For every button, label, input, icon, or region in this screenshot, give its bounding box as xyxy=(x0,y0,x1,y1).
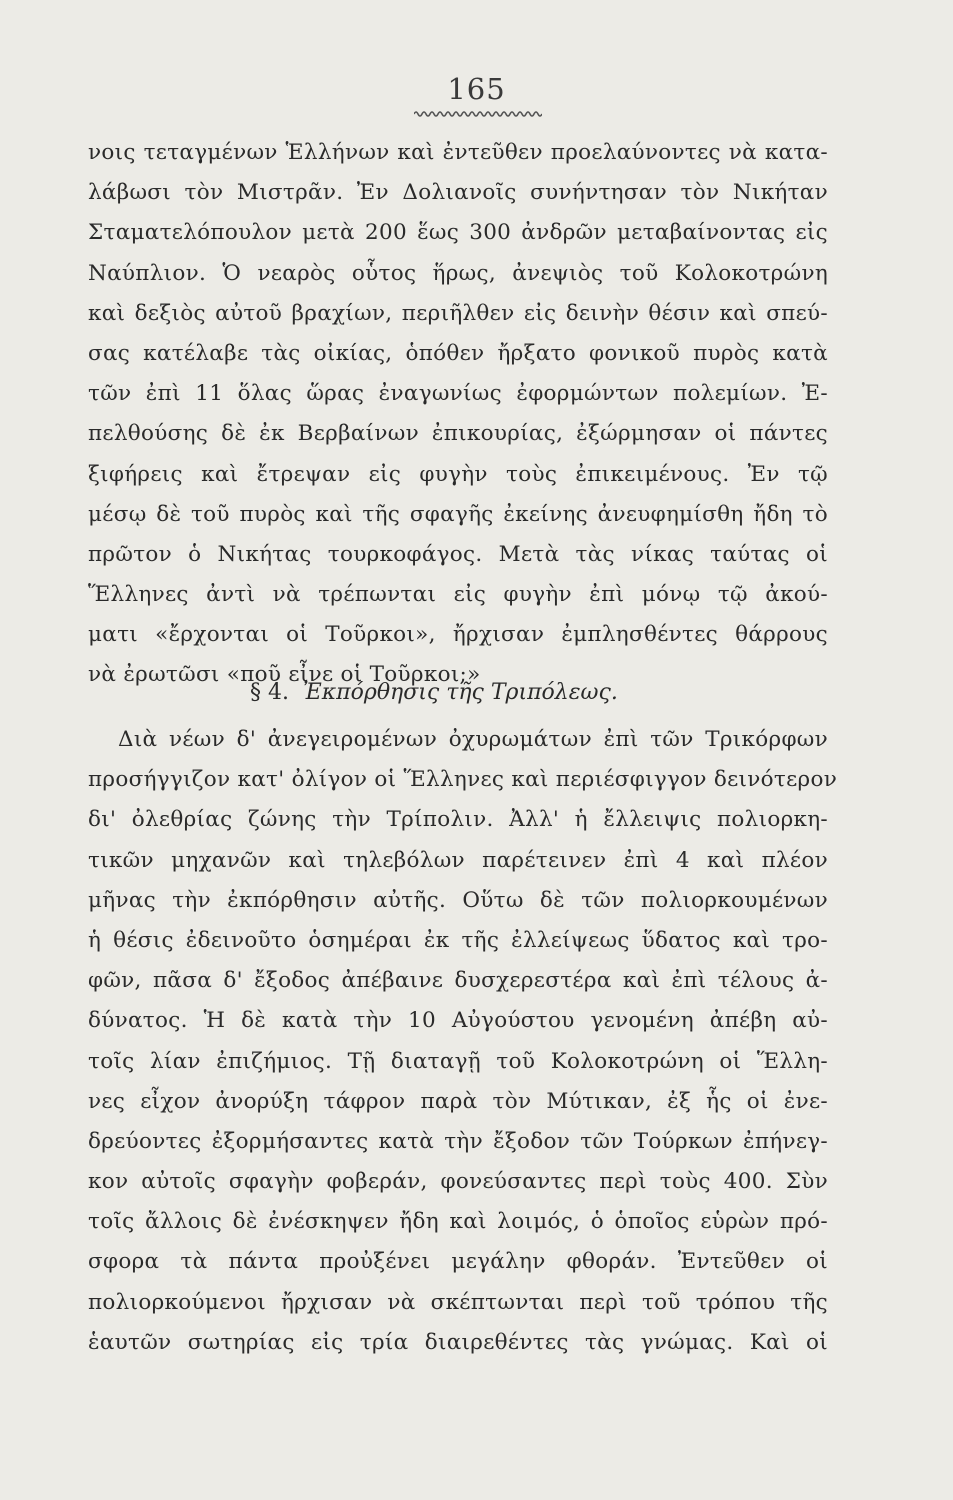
text-line: πελθούσης δὲ ἐκ Βερβαίνων ἐπικουρίας, ἐξώρμησαν οἱ πάντες xyxy=(88,421,828,447)
text-line: καὶ δεξιὸς αὐτοῦ βραχίων, περιῆλθεν εἰς δεινὴν θέσιν καὶ σπεύ- xyxy=(88,300,828,326)
section-heading xyxy=(250,680,618,705)
text-line: νοις τεταγμένων Ἑλλήνων καὶ ἐντεῦθεν προελαύνοντες νὰ κατα- xyxy=(88,140,828,165)
text-line: δι' ὀλεθρίας ζώνης τὴν Τρίπολιν. Ἀλλ' ἡ ἔλλειψις πολιορκη- xyxy=(88,807,828,833)
text-line: τοῖς λίαν ἐπιζήμιος. Τῇ διαταγῇ τοῦ Κολοκοτρώνη οἱ Ἕλλη- xyxy=(88,1048,828,1074)
text-line: ἡ θέσις ἐδεινοῦτο ὁσημέραι ἐκ τῆς ἐλλείψεως ὕδατος καὶ τρο- xyxy=(88,927,828,953)
page-number: 165 xyxy=(447,72,506,106)
text-line: Ναύπλιον. Ὁ νεαρὸς οὗτος ἥρως, ἀνεψιὸς τοῦ Κολοκοτρώνη xyxy=(88,260,828,286)
text-line: δύνατος. Ἡ δὲ κατὰ τὴν 10 Αὐγούστου γενομένη ἀπέβη αὐ- xyxy=(88,1008,828,1034)
text-line: μέσῳ δὲ τοῦ πυρὸς καὶ τῆς σφαγῆς ἐκείνης ἀνευφημίσθη ἤδη τὸ xyxy=(88,501,828,527)
text-line: πολιορκούμενοι ἤρχισαν νὰ σκέπτωνται περὶ τοῦ τρόπου τῆς xyxy=(88,1289,828,1315)
text-line: τῶν ἐπὶ 11 ὅλας ὥρας ἐναγωνίως ἐφορμώντων πολεμίων. Ἐ- xyxy=(88,381,828,407)
text-line: Σταματελόπουλον μετὰ 200 ἕως 300 ἀνδρῶν μεταβαίνοντας εἰς xyxy=(88,220,828,246)
text-line: σας κατέλαβε τὰς οἰκίας, ὁπόθεν ἤρξατο φονικοῦ πυρὸς κατὰ xyxy=(88,340,828,366)
text-line: πρῶτον ὁ Νικήτας τουρκοφάγος. Μετὰ τὰς νίκας ταύτας οἱ xyxy=(88,541,828,567)
text-line: ἑαυτῶν σωτηρίας εἰς τρία διαιρεθέντες τὰς γνώμας. Καὶ οἱ xyxy=(88,1329,828,1355)
text-line: ξιφήρεις καὶ ἔτρεψαν εἰς φυγὴν τοὺς ἐπικειμένους. Ἐν τῷ xyxy=(88,461,828,487)
text-line: φῶν, πᾶσα δ' ἔξοδος ἀπέβαινε δυσχερεστέρα καὶ ἐπὶ τέλους ἀ- xyxy=(88,968,828,994)
paragraph-1 xyxy=(88,133,828,696)
text-line: δρεύοντες ἐξορμήσαντες κατὰ τὴν ἔξοδον τῶν Τούρκων ἐπήνεγ- xyxy=(88,1128,828,1154)
text-line: νες εἶχον ἀνορύξη τάφρον παρὰ τὸν Μύτικαν, ἐξ ἧς οἱ ἐνε- xyxy=(88,1088,828,1114)
text-line: ματι «ἔρχονται οἱ Τοῦρκοι», ἤρχισαν ἐμπλησθέντες θάρρους xyxy=(88,622,828,648)
paragraph-2 xyxy=(88,720,838,1363)
text-line: κον αὐτοῖς σφαγὴν φοβεράν, φονεύσαντες περὶ τοὺς 400. Σὺν xyxy=(88,1169,828,1195)
section-number: § 4. xyxy=(250,680,289,705)
text-line: Διὰ νέων δ' ἀνεγειρομένων ὀχυρωμάτων ἐπὶ τῶν Τρικόρφων xyxy=(118,727,828,752)
text-line: προσήγγιζον κατ' ὀλίγον οἱ Ἕλληνες καὶ περιέσφιγγον δεινότερον xyxy=(88,767,838,793)
text-line: Ἕλληνες ἀντὶ νὰ τρέπωνται εἰς φυγὴν ἐπὶ μόνῳ τῷ ἀκού- xyxy=(88,582,828,608)
text-line: μῆνας τὴν ἐκπόρθησιν αὐτῆς. Οὕτω δὲ τῶν πολιορκουμένων xyxy=(88,887,828,913)
text-line: σφορα τὰ πάντα προὐξένει μεγάλην φθοράν. Ἐντεῦθεν οἱ xyxy=(88,1249,828,1275)
text-line: νὰ ἐρωτῶσι «ποῦ εἶνε οἱ Τοῦρκοι;» xyxy=(88,662,481,688)
section-title: Ἐκπόρθησις τῆς Τριπόλεως. xyxy=(302,680,618,705)
text-line: τοῖς ἄλλοις δὲ ἐνέσκηψεν ἤδη καὶ λοιμός, ὁ ὁποῖος εὑρὼν πρό- xyxy=(88,1209,828,1235)
wavy-rule-ornament xyxy=(414,110,542,118)
text-line: λάβωσι τὸν Μιστρᾶν. Ἐν Δολιανοῖς συνήντησαν τὸν Νικήταν xyxy=(88,180,828,206)
text-line: τικῶν μηχανῶν καὶ τηλεβόλων παρέτεινεν ἐπὶ 4 καὶ πλέον xyxy=(88,847,828,873)
